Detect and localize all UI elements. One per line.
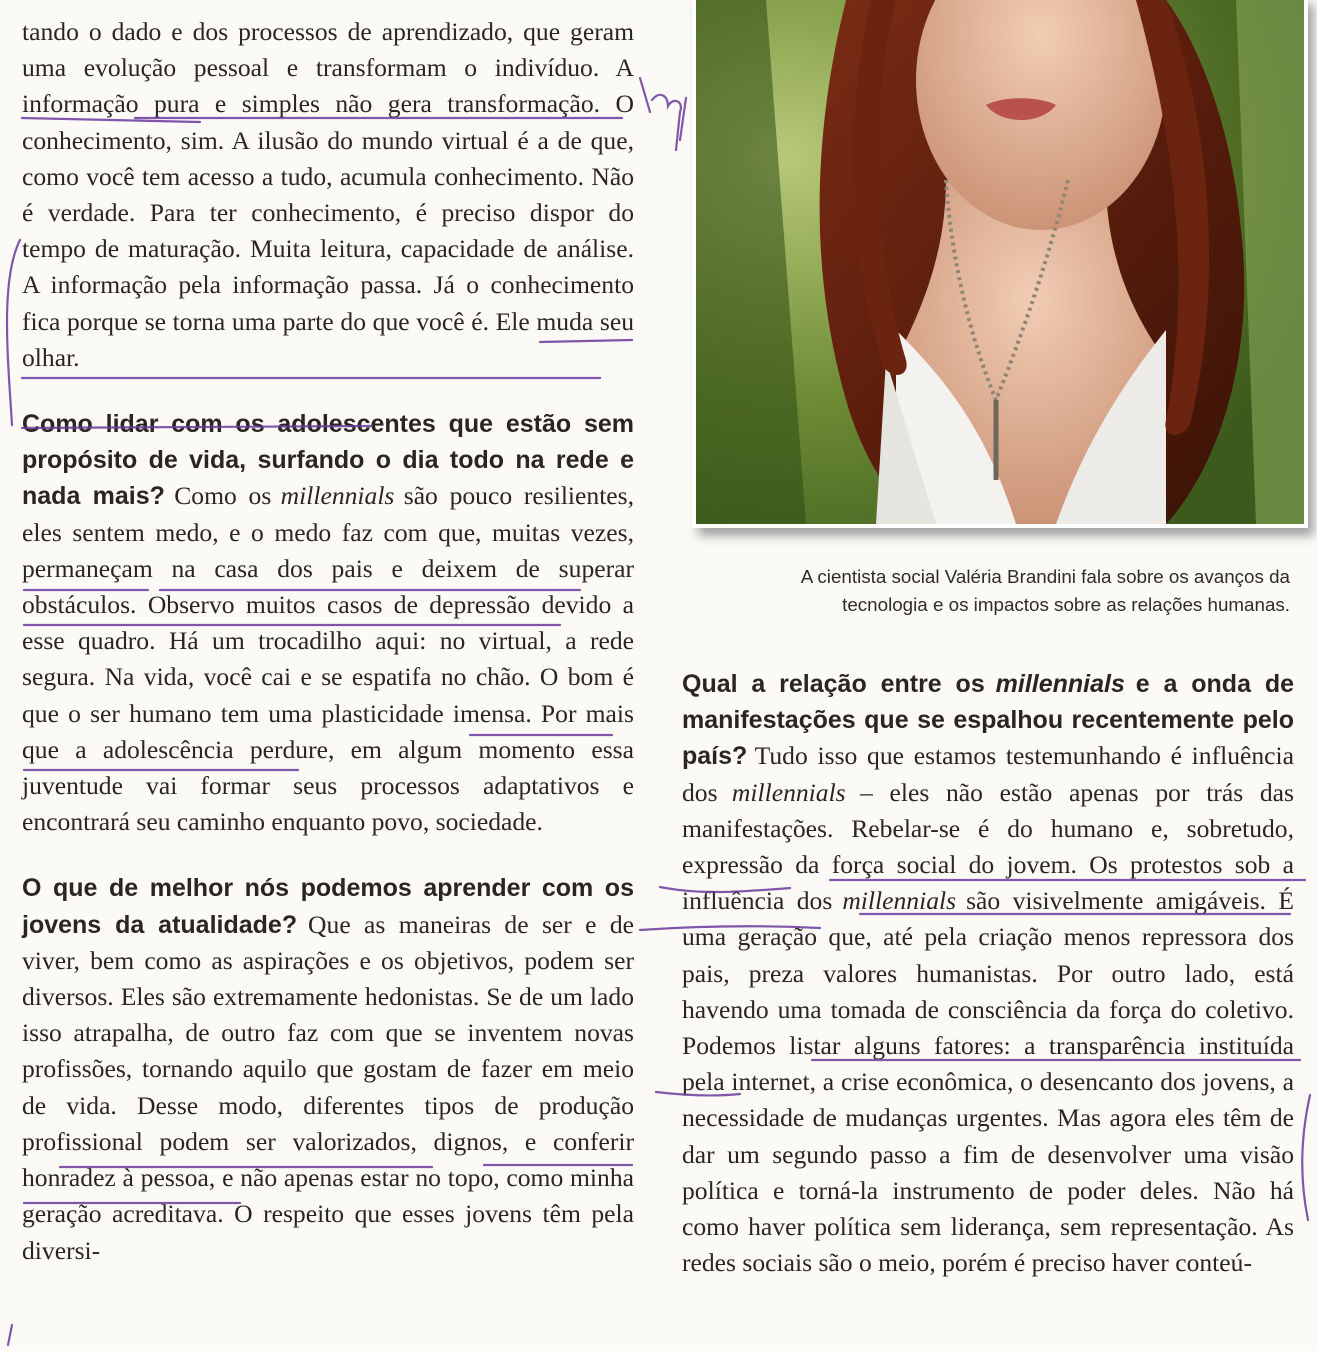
qa-block-2 xyxy=(22,870,634,1268)
caption-line-1: A cientista social Valéria Brandini fala sobre os avanços da xyxy=(800,566,1290,587)
margin-bracket-right xyxy=(1302,1095,1310,1220)
left-column xyxy=(22,14,634,1299)
answer-3-end: são visivelmente amigáveis. É uma geração que, até pela criação menos repressora dos pais, preza valores humanistas. Por outro lado, está havendo uma tomada de consciência da força do coletivo. Podemos listar alguns fatores: a transparência instituída pela internet, a crise econômica, o desencanto dos jovens, a necessidade de mudanças urgentes. Mas agora eles têm de dar um segundo passo a fim de desenvolver uma visão política e torná-la instrumento de poder deles. Não há como haver política sem liderança, sem representação. As redes sociais são o meio, porém é preciso haver conteú- xyxy=(682,886,1295,1278)
question-2: O que de melhor nós podemos aprender com os jovens da atualidade? xyxy=(22,874,634,939)
answer-1-rest: são pouco resilientes, eles sentem medo, e o medo faz com que, muitas vezes, permaneçam na casa dos pais e deixem de superar obstáculos. Observo muitos casos de depressão devido a esse quadro. Há um trocadilho aqui: no virtual, a rede segura. Na vida, você cai e se espatifa no chão. O bom é que o ser humano tem uma plasticidade imensa. Por mais que a adolescência perdure, em algum momento essa juventude vai formar seus processos adaptativos e encontrará seu caminho enquanto povo, sociedade. xyxy=(22,481,635,837)
portrait-photo xyxy=(692,0,1308,528)
answer-2: Que as maneiras de ser e de viver, bem como as aspirações e os objetivos, podem ser diversos. Eles são extremamente hedonistas. Se de um lado isso atrapalha, de outro faz com que se inventem novas profissões, tornando aquilo que gostam de fazer em meio de vida. Desse modo, diferentes tipos de produção profissional podem ser valorizados, dignos, e conferir honradez à pessoa, e não apenas estar no topo, como minha geração acreditava. O respeito que esses jovens têm pela diversi- xyxy=(22,909,634,1265)
margin-bracket-bottom xyxy=(8,1325,12,1345)
margin-mark-imp-stroke xyxy=(640,78,686,150)
intro-paragraph: tando o dado e dos processos de aprendizado, que geram uma evolução pessoal e transformam o indivíduo. A informação pura e simples não gera transformação. O conhecimento, sim. A ilusão do mundo virtual é a de que, como você tem acesso a tudo, acumula conhecimento. Não é verdade. Para ter conhecimento, é preciso dispor do tempo de maturação. Muita leitura, capacidade de análise. A informação pela informação passa. Já o conhecimento fica porque se torna uma parte do que você é. Ele muda seu olhar. xyxy=(22,17,634,372)
qa-block-1 xyxy=(22,406,634,840)
answer-1-start: Como os xyxy=(174,481,272,511)
answer-3-mid: – eles não estão apenas por trás das manifestações. Rebelar-se é do humano e, sobretudo, expressão da força social do jovem. Os protestos sob a influência dos xyxy=(682,777,1294,916)
margin-bracket-left xyxy=(7,240,20,425)
photo-caption xyxy=(668,563,1290,619)
qa-block-3 xyxy=(682,666,1294,1281)
question-3-italic: millennials xyxy=(995,670,1125,698)
caption-line-2: tecnologia e os impactos sobre as relações humanas. xyxy=(842,594,1290,615)
question-1: Como lidar com os adolescentes que estão sem propósito de vida, surfando o dia todo na rede e nada mais? xyxy=(22,410,634,511)
answer-3-italic-2: millennials xyxy=(842,886,957,916)
answer-3-italic-1: millennials xyxy=(731,777,846,807)
question-3-end: e a onda de manifestações que se espalhou recentemente pelo país? xyxy=(682,670,1295,771)
portrait-illustration xyxy=(696,0,1304,524)
answer-1-italic: millennials xyxy=(280,481,395,511)
right-column xyxy=(682,666,1294,1311)
answer-3-start: Tudo isso que estamos testemunhando é influência dos xyxy=(682,741,1295,807)
question-3-start: Qual a relação entre os xyxy=(682,670,985,698)
